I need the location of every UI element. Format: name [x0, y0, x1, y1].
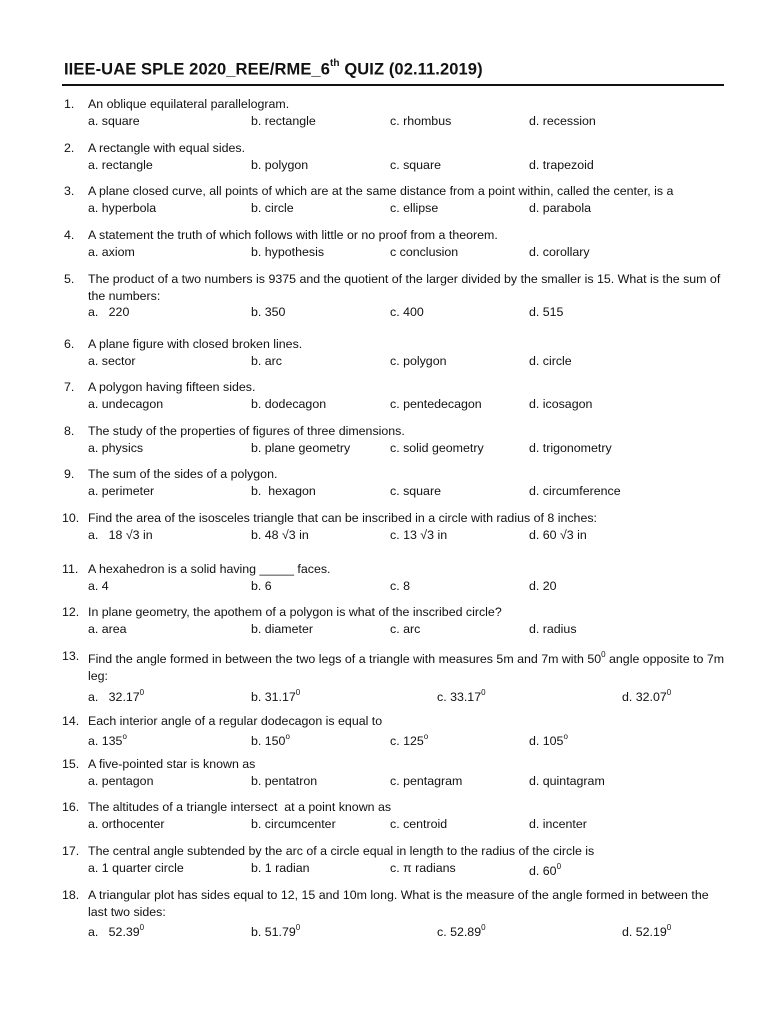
option-c: c. π radians: [390, 860, 456, 875]
question-number: 12.: [62, 605, 80, 619]
question-stem: An oblique equilateral parallelogram.: [88, 97, 290, 111]
option-c: c. 400: [390, 305, 424, 319]
option-d: d. quintagram: [529, 773, 605, 788]
answer-options: [88, 440, 728, 457]
answer-options: [88, 244, 728, 261]
question-stem: A plane figure with closed broken lines.: [88, 337, 303, 351]
question-stem: [88, 648, 728, 684]
option-d: d. trapezoid: [529, 157, 594, 172]
option-a: a. hyperbola: [88, 200, 157, 215]
option-d: d. 60 √3 in: [529, 527, 587, 542]
question-number: 7.: [64, 380, 75, 394]
option-a: a. 220: [88, 305, 130, 319]
title-suffix: QUIZ (02.11.2019): [339, 60, 483, 79]
question-stem: A hexahedron is a solid having _____ faces.: [88, 562, 331, 576]
question-5: [62, 271, 728, 321]
title-underline: [62, 84, 724, 86]
question-number: 4.: [64, 228, 75, 242]
option-b: [251, 730, 290, 750]
option-a: a. undecagon: [88, 396, 164, 411]
option-b: b. circle: [251, 200, 294, 215]
option-a: a. rectangle: [88, 157, 153, 172]
option-a: a. square: [88, 113, 140, 128]
answer-options: [88, 396, 728, 413]
option-c: c. rhombus: [390, 113, 452, 128]
option-b: b. dodecagon: [251, 396, 327, 411]
stem-text: Find the angle formed in between the two legs of a triangle with measures 5m and 7m with 50: [88, 652, 602, 667]
question-number: 17.: [62, 844, 80, 858]
degree-mark: 0: [481, 688, 486, 698]
answer-options: [88, 921, 728, 938]
question-stem: In plane geometry, the apothem of a polygon is what of the inscribed circle?: [88, 605, 502, 619]
option-b: b. 350: [251, 305, 286, 319]
option-d: d. circle: [529, 353, 572, 368]
option-d: d. corollary: [529, 244, 590, 259]
answer-options: [88, 773, 728, 790]
question-stem: A triangular plot has sides equal to 12, 15 and 10m long. What is the measure of the angle formed in between the last two sides:: [88, 888, 709, 919]
option-b: b. hypothesis: [251, 244, 325, 259]
question-11: [62, 561, 728, 594]
option-c: c. solid geometry: [390, 440, 484, 455]
question-stem: The study of the properties of figures of three dimensions.: [88, 424, 405, 438]
question-3: [62, 183, 728, 216]
option-c: c. pentedecagon: [390, 396, 482, 411]
degree-mark: 0: [666, 688, 672, 698]
question-stem: The sum of the sides of a polygon.: [88, 467, 278, 481]
option-a: a. 4: [88, 578, 109, 593]
option-b: b. 1 radian: [251, 860, 310, 875]
question-12: [62, 604, 728, 637]
option-c: [390, 730, 428, 750]
answer-options: [88, 578, 728, 595]
option-d: [529, 730, 568, 750]
option-text: d. 60: [529, 863, 557, 878]
option-text: a. 32.17: [88, 690, 140, 705]
option-b: b. hexagon: [251, 483, 316, 498]
title-prefix: IIEE-UAE SPLE 2020_REE/RME_6: [64, 60, 330, 79]
question-15: [62, 756, 728, 789]
question-10: [62, 510, 728, 543]
question-number: 1.: [64, 97, 75, 111]
question-stem: The product of a two numbers is 9375 and the quotient of the larger divided by the smaller is 15. What is the sum of the numbers:: [88, 272, 721, 303]
option-text: d. 52.19: [622, 925, 667, 940]
question-stem: A five-pointed star is known as: [88, 757, 256, 771]
option-text: a. 52.39: [88, 925, 140, 940]
question-4: [62, 227, 728, 260]
option-b: b. 6: [251, 578, 272, 593]
question-stem: A polygon having fifteen sides.: [88, 380, 256, 394]
option-c: c conclusion: [390, 244, 459, 259]
option-text: d. 105: [529, 733, 564, 748]
option-c: c. polygon: [390, 353, 447, 368]
question-number: 14.: [62, 714, 80, 728]
page-title: [64, 60, 483, 80]
option-c: c. square: [390, 483, 441, 498]
question-stem: A statement the truth of which follows with little or no proof from a theorem.: [88, 228, 498, 242]
question-stem: A plane closed curve, all points of which are at the same distance from a point within, called the center, is a: [88, 184, 674, 198]
question-number: 2.: [64, 141, 75, 155]
option-a: a. 18 √3 in: [88, 527, 153, 542]
question-number: 10.: [62, 511, 80, 525]
question-stem: A rectangle with equal sides.: [88, 141, 246, 155]
question-number: 15.: [62, 757, 80, 771]
question-1: [62, 96, 728, 129]
answer-options: [88, 483, 728, 500]
option-text: a. 135: [88, 733, 123, 748]
option-d: [529, 860, 561, 880]
option-b: b. rectangle: [251, 113, 316, 128]
option-text: b. 31.17: [251, 690, 296, 705]
option-d: d. recession: [529, 113, 596, 128]
question-number: 8.: [64, 424, 75, 438]
option-b: [251, 686, 300, 706]
option-d: [622, 686, 671, 706]
option-d: d. 515: [529, 305, 564, 319]
degree-mark: o: [423, 731, 429, 741]
option-a: a. sector: [88, 353, 136, 368]
question-8: [62, 423, 728, 456]
option-a: a. perimeter: [88, 483, 155, 498]
option-b: b. 48 √3 in: [251, 527, 309, 542]
option-d: d. 20: [529, 578, 557, 593]
title-superscript: th: [330, 58, 340, 69]
option-text: b. 150: [251, 733, 286, 748]
question-7: [62, 379, 728, 412]
question-14: [62, 713, 728, 746]
option-d: d. circumference: [529, 483, 621, 498]
option-b: b. arc: [251, 353, 282, 368]
option-text: b. 51.79: [251, 925, 296, 940]
answer-options: [88, 527, 728, 544]
degree-mark: 0: [601, 650, 606, 659]
option-c: c. centroid: [390, 816, 448, 831]
option-b: b. plane geometry: [251, 440, 351, 455]
answer-options: [88, 113, 728, 130]
option-c: [437, 686, 486, 706]
question-number: 6.: [64, 337, 75, 351]
question-number: 16.: [62, 800, 80, 814]
option-b: [251, 921, 300, 941]
question-2: [62, 140, 728, 173]
degree-mark: 0: [139, 923, 145, 932]
answer-options: [88, 860, 728, 877]
option-d: [622, 921, 671, 941]
question-number: 18.: [62, 888, 80, 902]
option-a: a. 1 quarter circle: [88, 860, 184, 875]
option-d: d. trigonometry: [529, 440, 612, 455]
question-stem: The central angle subtended by the arc of a circle equal in length to the radius of the circle is: [88, 844, 595, 858]
degree-mark: 0: [295, 688, 301, 698]
answer-options: [88, 816, 728, 833]
question-number: 3.: [64, 184, 75, 198]
answer-options: [88, 304, 728, 321]
degree-mark: 0: [139, 688, 145, 698]
degree-mark: o: [122, 731, 127, 741]
question-9: [62, 466, 728, 499]
question-13: [62, 648, 728, 703]
option-c: c. 8: [390, 578, 410, 593]
option-b: b. pentatron: [251, 773, 318, 788]
option-d: d. parabola: [529, 200, 592, 215]
answer-options: [88, 686, 728, 703]
option-a: a. area: [88, 621, 127, 636]
answer-options: [88, 353, 728, 370]
degree-mark: 0: [481, 923, 486, 932]
degree-mark: o: [285, 731, 290, 741]
question-stem: Each interior angle of a regular dodecagon is equal to: [88, 714, 383, 728]
option-text: c. 125: [390, 733, 424, 748]
answer-options: [88, 730, 728, 747]
answer-options: [88, 621, 728, 638]
degree-mark: 0: [556, 861, 562, 871]
degree-mark: 0: [666, 923, 672, 932]
option-d: d. radius: [529, 621, 577, 636]
question-stem: The altitudes of a triangle intersect at a point known as: [88, 800, 392, 814]
question-number: 13.: [62, 649, 80, 663]
option-c: c. square: [390, 157, 441, 172]
option-a: [88, 730, 127, 750]
option-text: d. 32.07: [622, 690, 667, 705]
option-a: a. physics: [88, 440, 144, 455]
option-d: d. incenter: [529, 816, 587, 831]
stem-text: angle opposite to 7m leg:: [88, 652, 725, 683]
question-number: 5.: [64, 272, 75, 286]
option-c: [437, 921, 486, 941]
option-c: c. ellipse: [390, 200, 439, 215]
option-b: b. circumcenter: [251, 816, 336, 831]
option-b: b. diameter: [251, 621, 313, 636]
option-text: c. 33.17: [437, 690, 482, 705]
answer-options: [88, 200, 728, 217]
question-18: [62, 887, 728, 938]
question-number: 11.: [62, 562, 79, 576]
option-b: b. polygon: [251, 157, 309, 172]
option-c: c. pentagram: [390, 773, 463, 788]
option-a: a. axiom: [88, 244, 135, 259]
question-6: [62, 336, 728, 369]
question-17: [62, 843, 728, 876]
option-a: [88, 686, 144, 706]
degree-mark: o: [563, 731, 568, 741]
option-text: c. 52.89: [437, 925, 482, 940]
option-c: c. 13 √3 in: [390, 527, 448, 542]
answer-options: [88, 157, 728, 174]
option-c: c. arc: [390, 621, 421, 636]
option-a: [88, 921, 144, 941]
option-a: a. orthocenter: [88, 816, 165, 831]
degree-mark: 0: [295, 923, 301, 932]
question-16: [62, 799, 728, 832]
option-d: d. icosagon: [529, 396, 593, 411]
question-number: 9.: [64, 467, 75, 481]
question-stem: Find the area of the isosceles triangle that can be inscribed in a circle with radius of 8 inches:: [88, 511, 597, 525]
option-a: a. pentagon: [88, 773, 154, 788]
